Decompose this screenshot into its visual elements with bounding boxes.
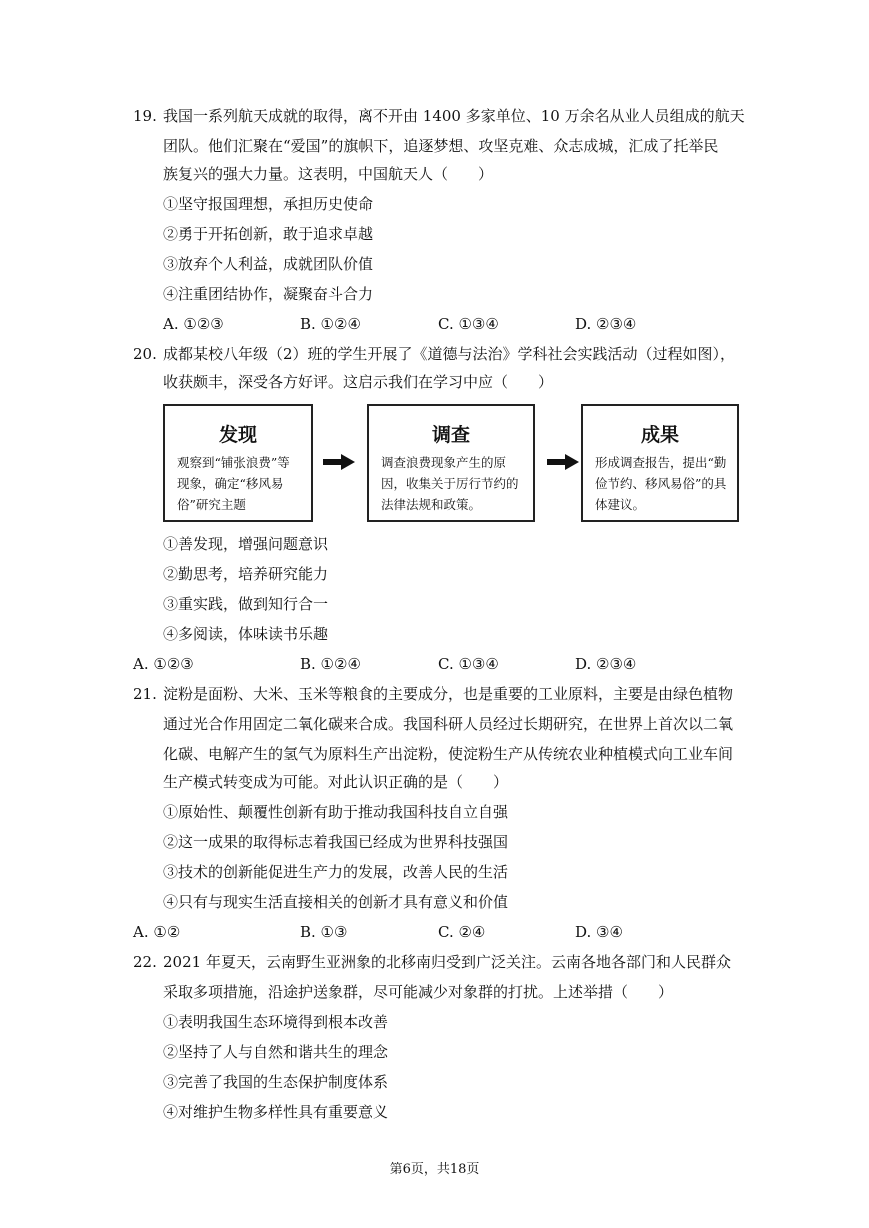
answer-option-c: C. ①③④ [438, 315, 499, 333]
choice-item: ③放弃个人利益，成就团队价值 [163, 255, 374, 273]
answer-option-a: A. ①②③ [163, 315, 224, 333]
answer-option-d: D. ②③④ [575, 315, 637, 333]
choice-item: ①原始性、颠覆性创新有助于推动我国科技自立自强 [163, 803, 509, 821]
question-text: 化碳、电解产生的氢气为原料生产出淀粉，使淀粉生产从传统农业种植模式向工业车间 [163, 745, 734, 763]
question-number: 20. [133, 345, 157, 363]
flow-box-result [581, 404, 739, 522]
question-text: 2021 年夏天，云南野生亚洲象的北移南归受到广泛关注。云南各地各部门和人民群众 [163, 953, 731, 971]
answer-option-a: A. ①②③ [133, 655, 194, 673]
answer-option-b: B. ①②④ [300, 655, 361, 673]
choice-item: ①表明我国生态环境得到根本改善 [163, 1013, 389, 1031]
flow-box-investigate [367, 404, 535, 522]
flow-box-title: 成果 [640, 424, 679, 446]
question-text: 生产模式转变成为可能。对此认识正确的是（ ） [163, 773, 509, 791]
flow-box-text: 调查浪费现象产生的原因，收集关于厉行节约的法律法规和政策。 [381, 455, 519, 512]
question-text: 收获颇丰，深受各方好评。这启示我们在学习中应（ ） [163, 373, 554, 391]
question-text: 淀粉是面粉、大米、玉米等粮食的主要成分，也是重要的工业原料，主要是由绿色植物 [163, 685, 734, 703]
answer-option-a: A. ①② [133, 923, 181, 941]
choice-item: ③技术的创新能促进生产力的发展，改善人民的生活 [163, 863, 509, 881]
choice-item: ②坚持了人与自然和谐共生的理念 [163, 1043, 389, 1061]
question-text: 采取多项措施，沿途护送象群，尽可能减少对象群的打扰。上述举措（ ） [163, 983, 674, 1001]
page-footer: 第6页，共18页 [389, 1162, 480, 1177]
choice-item: ④多阅读，体味读书乐趣 [163, 625, 329, 643]
flow-box-text: 形成调查报告，提出“勤俭节约、移风易俗”的具体建议。 [595, 455, 727, 512]
question-text: 成都某校八年级（2）班的学生开展了《道德与法治》学科社会实践活动（过程如图）， [163, 345, 736, 363]
process-diagram [163, 404, 741, 526]
flow-box-discover [163, 404, 313, 522]
question-number: 22. [133, 953, 157, 971]
flow-box-text: 观察到“铺张浪费”等现象，确定“移风易俗”研究主题 [177, 455, 290, 512]
question-text: 通过光合作用固定二氧化碳来合成。我国科研人员经过长期研究，在世界上首次以二氧 [163, 715, 734, 733]
arrow-right-icon [547, 454, 579, 470]
choice-item: ④只有与现实生活直接相关的创新才具有意义和价值 [163, 893, 509, 911]
choice-item: ③重实践，做到知行合一 [163, 595, 329, 613]
choice-item: ②勤思考，培养研究能力 [163, 565, 329, 583]
arrow-right-icon [323, 454, 355, 470]
choice-item: ③完善了我国的生态保护制度体系 [163, 1073, 389, 1091]
answer-option-c: C. ②④ [438, 923, 486, 941]
flow-box-title: 调查 [431, 424, 470, 446]
choice-item: ①善发现，增强问题意识 [163, 535, 329, 553]
choice-item: ①坚守报国理想，承担历史使命 [163, 195, 374, 213]
answer-option-d: D. ③④ [575, 923, 623, 941]
answer-option-c: C. ①③④ [438, 655, 499, 673]
answer-option-d: D. ②③④ [575, 655, 637, 673]
choice-item: ④对维护生物多样性具有重要意义 [163, 1103, 389, 1121]
question-text: 族复兴的强大力量。这表明，中国航天人（ ） [163, 165, 494, 183]
answer-option-b: B. ①②④ [300, 315, 361, 333]
question-number: 21. [133, 685, 157, 703]
question-number: 19. [133, 107, 157, 125]
choice-item: ④注重团结协作，凝聚奋斗合力 [163, 285, 374, 303]
choice-item: ②勇于开拓创新，敢于追求卓越 [163, 225, 374, 243]
question-text: 团队。他们汇聚在“爱国”的旗帜下，追逐梦想、攻坚克难、众志成城，汇成了托举民 [163, 137, 719, 155]
choice-item: ②这一成果的取得标志着我国已经成为世界科技强国 [163, 833, 509, 851]
question-text: 我国一系列航天成就的取得，离不开由 1400 多家单位、10 万余名从业人员组成的航天 [163, 107, 745, 125]
answer-option-b: B. ①③ [300, 923, 348, 941]
flow-box-title: 发现 [218, 424, 257, 446]
